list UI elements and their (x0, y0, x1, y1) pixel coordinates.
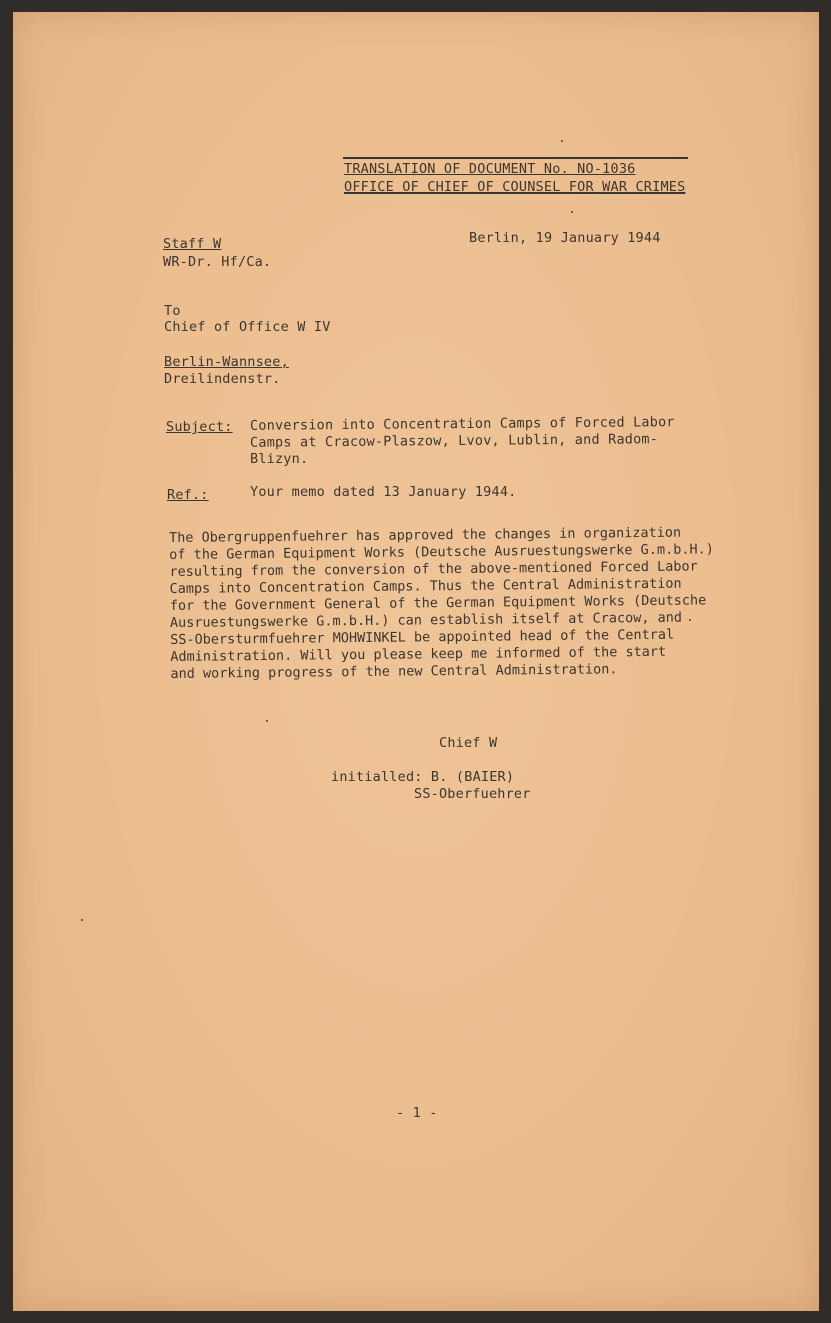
paper-speck (561, 140, 563, 142)
body-line: and working progress of the new Central Administration. (170, 661, 618, 682)
paper-speck (266, 720, 268, 722)
subject-line2: Camps at Cracow-Plaszow, Lvov, Lublin, and Radom- (249, 431, 659, 451)
paper-speck (689, 619, 691, 621)
subject-line1: Conversion into Concentration Camps of Forced Labor (249, 414, 675, 434)
body-line: Administration. Will you please keep me informed of the start (170, 643, 667, 665)
body-line: The Obergruppenfuehrer has approved the changes in organization (169, 524, 682, 546)
paper-speck (81, 919, 83, 921)
sender-line1: Staff W (163, 236, 222, 252)
header-top-rule (343, 157, 688, 159)
body-line: SS-Obersturmfuehrer MOHWINKEL be appointed head of the Central (170, 626, 675, 648)
ref-text: Your memo dated 13 January 1944. (250, 484, 517, 500)
body-line: Ausruestungswerke G.m.b.H.) can establish itself at Cracow, and (169, 609, 683, 631)
signature-title: Chief W (439, 735, 498, 751)
letter-date: Berlin, 19 January 1944 (469, 230, 661, 246)
recipient-office: Chief of Office W IV (164, 319, 331, 335)
recipient-street: Dreilindenstr. (164, 371, 281, 387)
recipient-to: To (164, 303, 181, 319)
sender-line2: WR-Dr. Hf/Ca. (163, 254, 272, 270)
subject-label: Subject: (166, 419, 233, 435)
body-line: Camps into Concentration Camps. Thus the Central Administration (169, 575, 682, 597)
header-document-number: TRANSLATION OF DOCUMENT No. NO-1036 (344, 161, 636, 177)
ref-label: Ref.: (167, 487, 209, 503)
subject-line3: Blizyn. (250, 451, 309, 467)
recipient-city: Berlin-Wannsee, (164, 354, 289, 370)
body-line: for the Government General of the German Equipment Works (Deutsche (169, 592, 707, 614)
body-line: of the German Equipment Works (Deutsche Ausruestungswerke G.m.b.H.) (169, 541, 714, 563)
document-page (13, 12, 819, 1311)
header-office: OFFICE OF CHIEF OF COUNSEL FOR WAR CRIMES (344, 179, 686, 195)
page-number: - 1 - (396, 1105, 438, 1121)
paper-speck (571, 211, 573, 213)
body-line: resulting from the conversion of the above-mentioned Forced Labor (169, 558, 698, 580)
body-paragraph (169, 524, 731, 683)
signature-initialled: initialled: B. (BAIER) (331, 769, 515, 785)
signature-rank: SS-Oberfuehrer (414, 786, 531, 802)
